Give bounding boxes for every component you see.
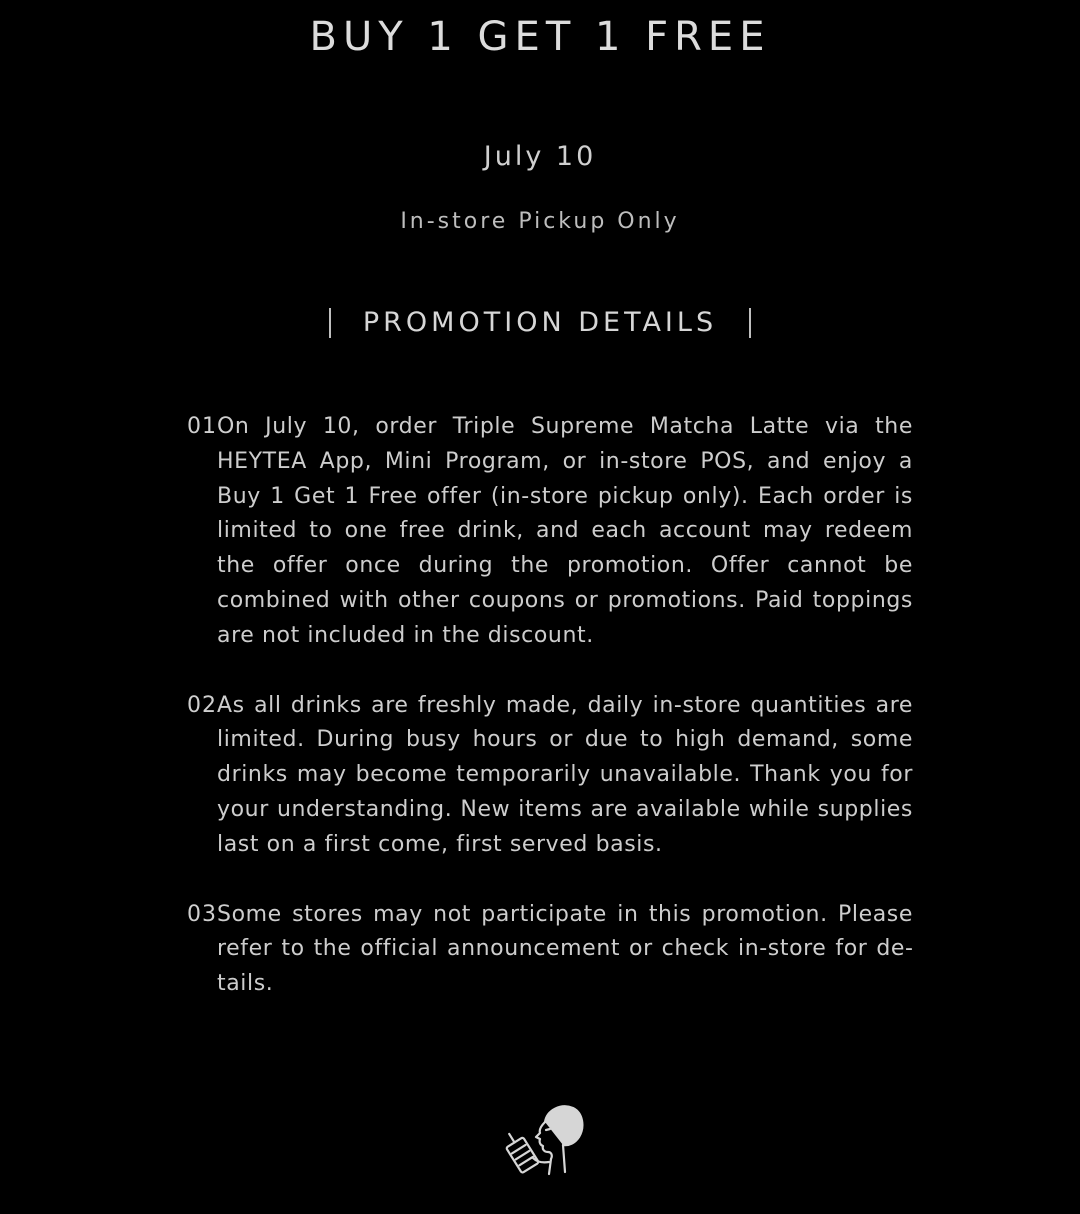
- term-text: On July 10, order Triple Supreme Matcha Latte via the HEYTEA App, Mini Program, or in-store POS, and enjoy a Buy 1 Get 1 Free offer (in-store pickup only). Each order is limited to one free drink, and each account may redeem the offer once during the promotion. Offer cannot be combined with other coupons or promotions. Paid toppings are not included in the discount.: [217, 414, 913, 648]
- term-number: 03: [187, 901, 217, 927]
- section-heading: [0, 307, 1080, 338]
- pickup-note: In-store Pickup Only: [400, 209, 680, 234]
- promo-headline: BUY 1 GET 1 FREE: [309, 14, 771, 60]
- heading-right-bar: [749, 308, 751, 338]
- heading-left-bar: [329, 308, 331, 338]
- term-number: 02: [187, 692, 217, 718]
- term-number: 01: [187, 414, 217, 439]
- terms-list: [160, 410, 920, 1037]
- term-item: [160, 410, 920, 654]
- term-text: As all drinks are freshly made, daily in-store quantities are limited. During busy hours or due to high demand, some drinks may become temporarily unavailable. Thank you for your understanding. New items are available while supplies last on a first come, first served basis.: [217, 692, 913, 857]
- heytea-drinker-logo-icon: [493, 1100, 589, 1186]
- promo-date: July 10: [483, 141, 597, 172]
- term-text: Some stores may not participate in this promotion. Please refer to the official announcement or check in-store for details.: [217, 901, 913, 997]
- section-heading-label: PROMOTION DETAILS: [362, 307, 718, 338]
- term-item: [160, 689, 920, 863]
- term-item: [160, 898, 920, 1002]
